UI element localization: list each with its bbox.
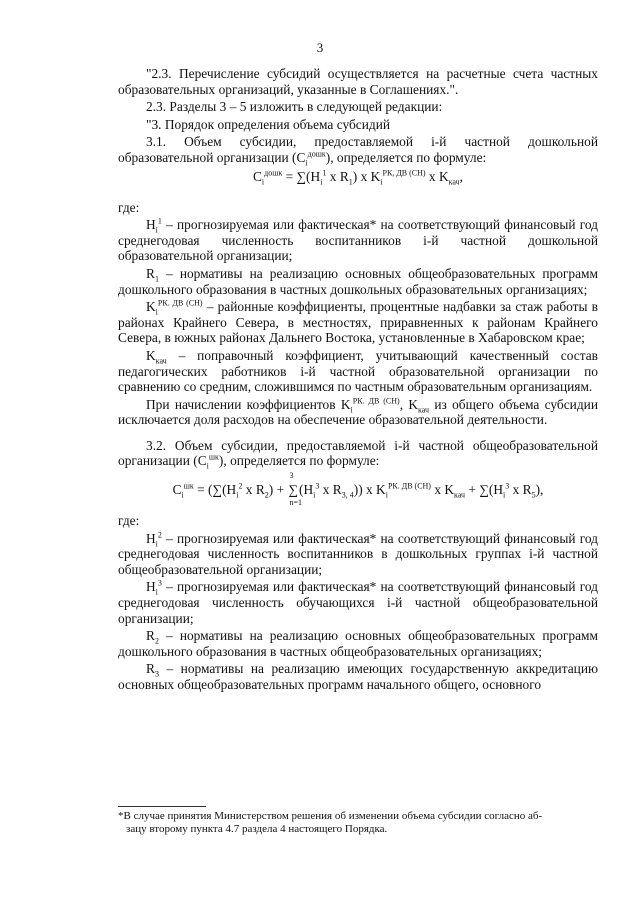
paragraph-3-1: 3.1. Объем субсидии, предоставляемой i-й частной дошкольной образовательной организации $(C_i^{дошк})$, определяется по формуле: <box>118 134 598 168</box>
section-3-heading: "3. Порядок определения объема субсидий <box>146 116 391 132</box>
page-number: 3 <box>316 40 324 55</box>
where-label-1: где: <box>118 199 140 215</box>
formula-preschool-subsidy: $C_i^{дошк} = \sum(H_i^1$ x $R_1$) x $K_i^{РК, ДВ (СН)}$ x $K_{кач}$, <box>252 168 464 187</box>
footnote-separator <box>118 806 206 807</box>
paragraph-3-2: 3.2. Объем субсидии, предоставляемой i-й частной общеобразовательной организации $(C_i^{шк})$, определяется по формуле: <box>118 437 598 472</box>
paragraph-2-3-quote: "2.3. Перечисление субсидий осуществляется на расчетные счета частных образовательных организаций, указанные в Соглашениях.". <box>118 66 598 97</box>
paragraph-sections-change: 2.3. Разделы 3 – 5 изложить в следующей редакции: <box>146 99 443 115</box>
footnote-line-2: зацу второму пункта 4.7 раздела 4 настоящего Порядка. <box>126 822 388 835</box>
formula-school-subsidy: $C_i^{шк} = (\sum(H_i^2$ x $R_2$) + 3 ∑ n=1 ($H_i^3$ x $R_{3, 4}$)) x $K_i^{РК. ДВ (СН)}$ x $K_{кач} + \sum(H_i^3$ x $R_5$), <box>172 471 544 508</box>
paragraph-coefficient-note: При начислении коэффициентов $K_i^{РК. ДВ (СН)}$, $K_{кач}$ из общего объема субсидии исключается доля расходов на обеспечение образовательной деятельности. <box>118 396 598 428</box>
footnote <box>118 810 598 835</box>
definition-h1: $H_i^1$ – прогнозируемая или фактическая* на соответствующий финансовый год среднегодовая численность воспитанников i-й частной дошкольной образовательной организации; <box>118 216 598 264</box>
definition-k-quality: $K_{кач}$ – поправочный коэффициент, учитывающий качественный состав педагогических работников i-й частной образовательной организации по сравнению со средним, сложившимся по частным образовательным организациям. <box>118 347 598 395</box>
document-body <box>118 66 598 695</box>
definition-k-regional: $K_i^{РК. ДВ (СН)}$ – районные коэффициенты, процентные надбавки за стаж работы в районах Крайнего Севера, в местностях, приравненных к районам Крайнего Севера, в южных районах Дальнего Востока, установленные в Хабаровском крае; <box>118 298 598 346</box>
where-label-2: где: <box>118 513 140 529</box>
summation-sign: 3 ∑ n=1 <box>288 471 302 508</box>
definition-r1: $R_1$ – нормативы на реализацию основных общеобразовательных программ дошкольного образования в частных дошкольных образовательных организациях; <box>118 265 598 297</box>
definition-h3: $H_i^3$ – прогнозируемая или фактическая* на соответствующий финансовый год среднегодовая численность обучающихся i-й частной общеобразовательной организации; <box>118 578 598 626</box>
footnote-line-1: *В случае принятия Министерством решения об изменении объема субсидии согласно аб- <box>118 810 543 822</box>
definition-r2: $R_2$ – нормативы на реализацию основных общеобразовательных программ дошкольного образования в частных общеобразовательных организациях; <box>118 628 598 659</box>
definition-r3: $R_3$ – нормативы на реализацию имеющих государственную аккредитацию основных общеобразовательных программ начального общего, основного <box>118 661 598 692</box>
definition-h2: $H_i^2$ – прогнозируемая или фактическая* на соответствующий финансовый год среднегодовая численность воспитанников в дошкольных группах i-й частной общеобразовательной организации; <box>118 530 598 577</box>
